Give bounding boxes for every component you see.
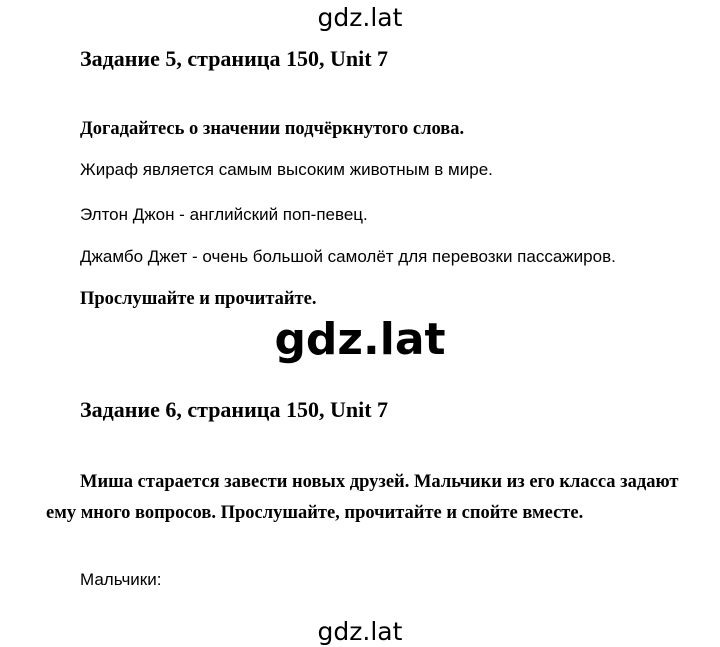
task6-heading: Задание 6, страница 150, Unit 7 [80, 397, 389, 422]
watermark-middle: gdz.lat [274, 314, 446, 365]
task6-speaker-label: Мальчики: [80, 570, 162, 589]
task6-paragraph: Миша старается завести новых друзей. Мальчики из его класса задают ему много вопросов. Прослушайте, прочитайте и спойте вместе. [46, 472, 679, 523]
task5-heading: Задание 5, страница 150, Unit 7 [80, 46, 389, 71]
task5-sentence-2: Элтон Джон - английский поп-певец. [80, 205, 368, 224]
task5-sentence-1: Жираф является самым высоким животным в мире. [80, 160, 493, 179]
watermark-top: gdz.lat [317, 3, 403, 32]
task5-instruction: Догадайтесь о значении подчёркнутого слова. [80, 119, 465, 139]
task5-listen-read: Прослушайте и прочитайте. [80, 289, 317, 309]
task5-sentence-3: Джамбо Джет - очень большой самолёт для перевозки пассажиров. [80, 247, 616, 266]
watermark-bottom: gdz.lat [317, 617, 403, 646]
